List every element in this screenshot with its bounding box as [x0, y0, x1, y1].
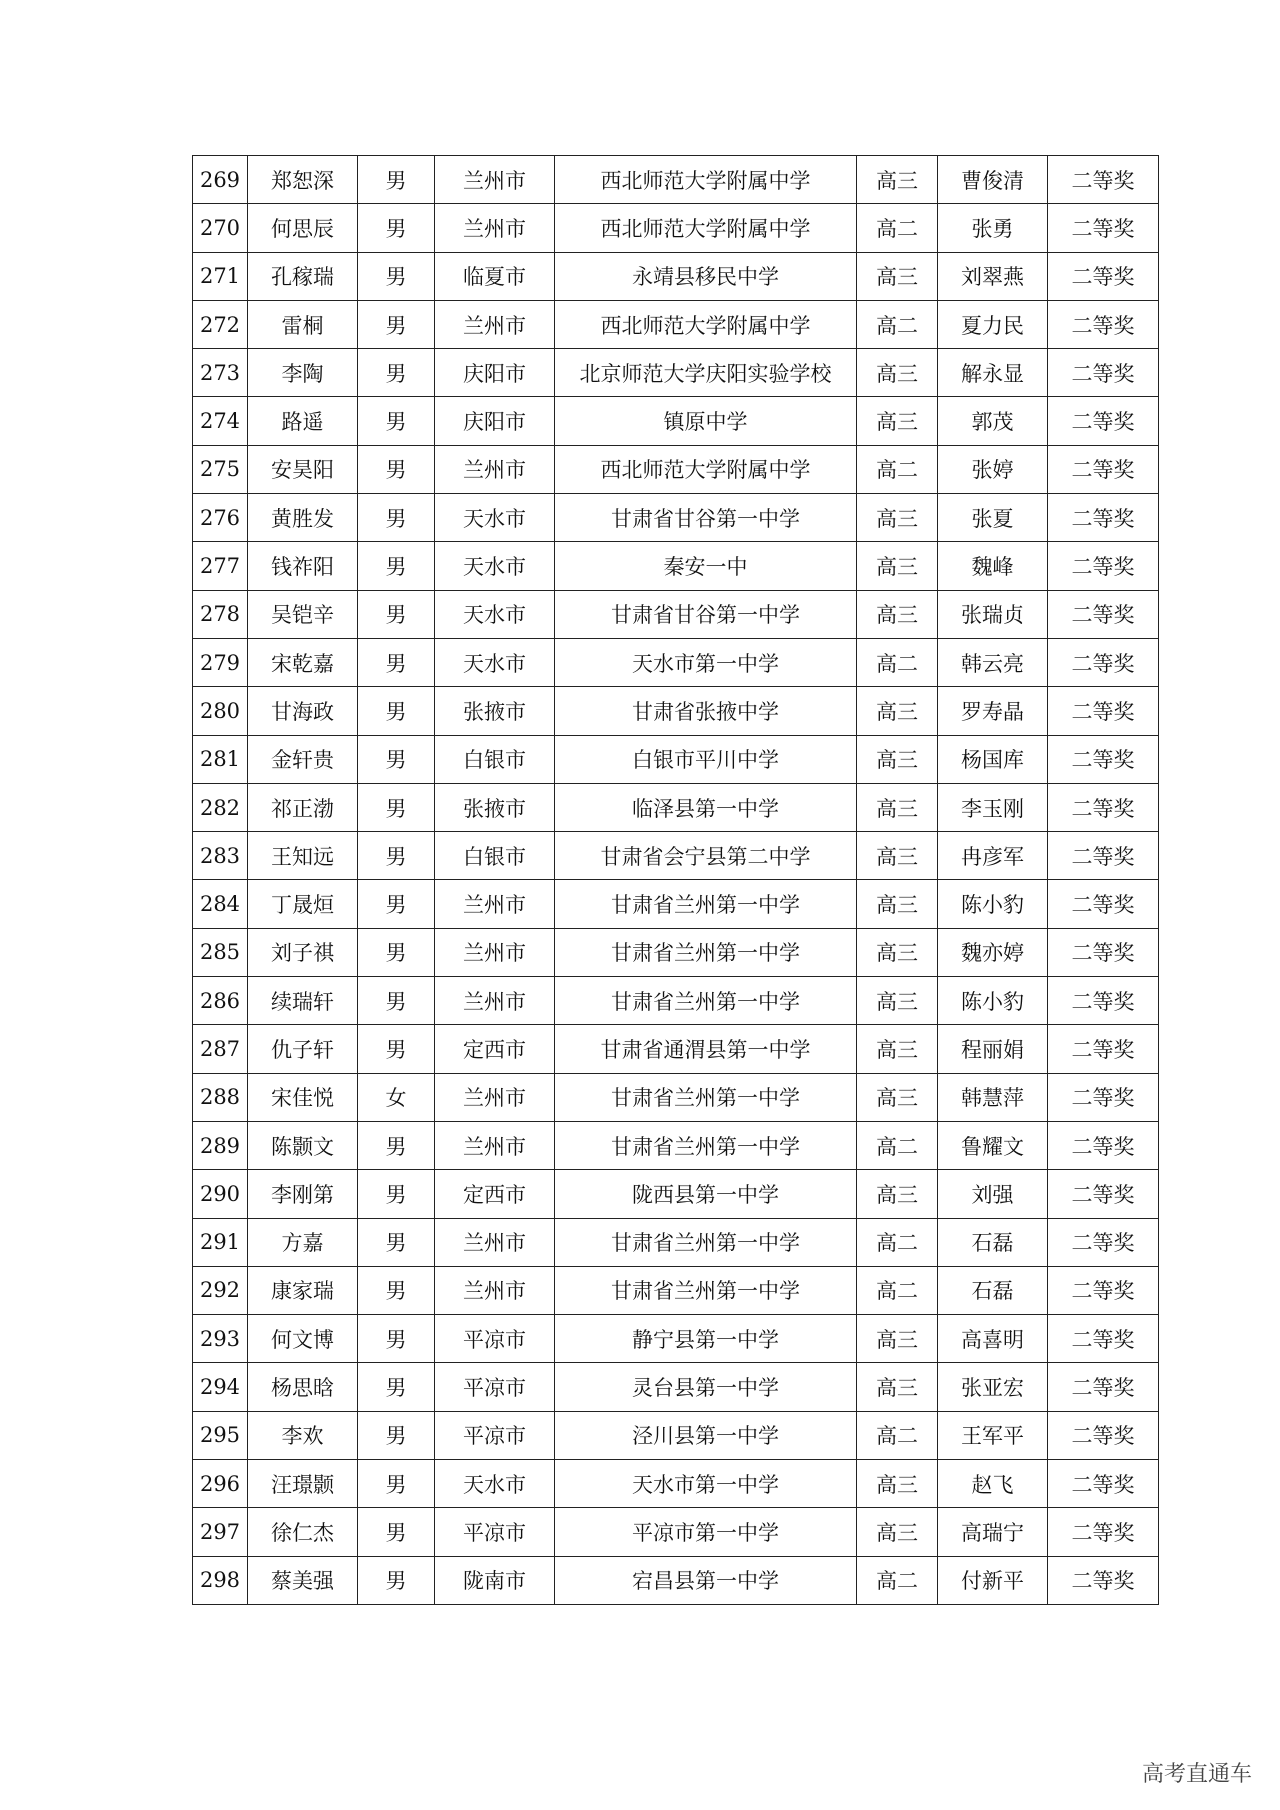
student-name-cell: 汪璟颢 — [248, 1460, 358, 1508]
teacher-cell: 曹俊清 — [938, 156, 1048, 204]
awards-table — [192, 155, 1159, 1605]
city-cell: 临夏市 — [435, 252, 555, 300]
school-cell: 秦安一中 — [555, 542, 857, 590]
school-cell: 天水市第一中学 — [555, 638, 857, 686]
teacher-cell: 张勇 — [938, 204, 1048, 252]
gender-cell: 男 — [358, 300, 435, 348]
table-row — [193, 832, 1159, 880]
award-cell: 二等奖 — [1048, 1121, 1159, 1169]
gender-cell: 男 — [358, 252, 435, 300]
award-cell: 二等奖 — [1048, 1266, 1159, 1314]
school-cell: 宕昌县第一中学 — [555, 1556, 857, 1604]
award-cell: 二等奖 — [1048, 1508, 1159, 1556]
row-number-cell: 276 — [193, 494, 248, 542]
table-row — [193, 1266, 1159, 1314]
student-name-cell: 雷桐 — [248, 300, 358, 348]
gender-cell: 女 — [358, 1073, 435, 1121]
city-cell: 张掖市 — [435, 783, 555, 831]
award-cell: 二等奖 — [1048, 1218, 1159, 1266]
school-cell: 北京师范大学庆阳实验学校 — [555, 349, 857, 397]
city-cell: 平凉市 — [435, 1508, 555, 1556]
teacher-cell: 赵飞 — [938, 1460, 1048, 1508]
teacher-cell: 陈小豹 — [938, 977, 1048, 1025]
grade-cell: 高三 — [857, 1363, 938, 1411]
teacher-cell: 程丽娟 — [938, 1025, 1048, 1073]
teacher-cell: 张亚宏 — [938, 1363, 1048, 1411]
row-number-cell: 273 — [193, 349, 248, 397]
school-cell: 甘肃省兰州第一中学 — [555, 977, 857, 1025]
award-cell: 二等奖 — [1048, 735, 1159, 783]
student-name-cell: 蔡美强 — [248, 1556, 358, 1604]
table-row — [193, 928, 1159, 976]
grade-cell: 高二 — [857, 204, 938, 252]
row-number-cell: 291 — [193, 1218, 248, 1266]
grade-cell: 高三 — [857, 590, 938, 638]
student-name-cell: 杨思晗 — [248, 1363, 358, 1411]
teacher-cell: 魏亦婷 — [938, 928, 1048, 976]
city-cell: 定西市 — [435, 1025, 555, 1073]
city-cell: 天水市 — [435, 590, 555, 638]
gender-cell: 男 — [358, 445, 435, 493]
teacher-cell: 高喜明 — [938, 1315, 1048, 1363]
row-number-cell: 272 — [193, 300, 248, 348]
gender-cell: 男 — [358, 977, 435, 1025]
school-cell: 西北师范大学附属中学 — [555, 204, 857, 252]
award-cell: 二等奖 — [1048, 928, 1159, 976]
school-cell: 永靖县移民中学 — [555, 252, 857, 300]
school-cell: 甘肃省甘谷第一中学 — [555, 590, 857, 638]
teacher-cell: 张夏 — [938, 494, 1048, 542]
award-cell: 二等奖 — [1048, 977, 1159, 1025]
table-row — [193, 1121, 1159, 1169]
teacher-cell: 罗寿晶 — [938, 687, 1048, 735]
teacher-cell: 解永显 — [938, 349, 1048, 397]
student-name-cell: 李欢 — [248, 1411, 358, 1459]
city-cell: 兰州市 — [435, 300, 555, 348]
student-name-cell: 徐仁杰 — [248, 1508, 358, 1556]
school-cell: 甘肃省通渭县第一中学 — [555, 1025, 857, 1073]
student-name-cell: 丁晟烜 — [248, 880, 358, 928]
gender-cell: 男 — [358, 928, 435, 976]
award-cell: 二等奖 — [1048, 445, 1159, 493]
student-name-cell: 李刚第 — [248, 1170, 358, 1218]
teacher-cell: 魏峰 — [938, 542, 1048, 590]
row-number-cell: 278 — [193, 590, 248, 638]
row-number-cell: 294 — [193, 1363, 248, 1411]
grade-cell: 高三 — [857, 977, 938, 1025]
city-cell: 天水市 — [435, 638, 555, 686]
table-row — [193, 397, 1159, 445]
table-row — [193, 735, 1159, 783]
row-number-cell: 269 — [193, 156, 248, 204]
school-cell: 镇原中学 — [555, 397, 857, 445]
table-row — [193, 349, 1159, 397]
grade-cell: 高三 — [857, 832, 938, 880]
table-row — [193, 300, 1159, 348]
gender-cell: 男 — [358, 590, 435, 638]
row-number-cell: 284 — [193, 880, 248, 928]
gender-cell: 男 — [358, 1315, 435, 1363]
student-name-cell: 祁正渤 — [248, 783, 358, 831]
teacher-cell: 石磊 — [938, 1218, 1048, 1266]
teacher-cell: 付新平 — [938, 1556, 1048, 1604]
grade-cell: 高三 — [857, 1025, 938, 1073]
city-cell: 兰州市 — [435, 204, 555, 252]
city-cell: 定西市 — [435, 1170, 555, 1218]
row-number-cell: 277 — [193, 542, 248, 590]
grade-cell: 高二 — [857, 1218, 938, 1266]
table-row — [193, 542, 1159, 590]
award-cell: 二等奖 — [1048, 1411, 1159, 1459]
award-cell: 二等奖 — [1048, 783, 1159, 831]
award-cell: 二等奖 — [1048, 687, 1159, 735]
teacher-cell: 杨国库 — [938, 735, 1048, 783]
gender-cell: 男 — [358, 735, 435, 783]
teacher-cell: 张婷 — [938, 445, 1048, 493]
table-row — [193, 783, 1159, 831]
city-cell: 兰州市 — [435, 1218, 555, 1266]
school-cell: 西北师范大学附属中学 — [555, 156, 857, 204]
row-number-cell: 270 — [193, 204, 248, 252]
teacher-cell: 冉彦军 — [938, 832, 1048, 880]
award-cell: 二等奖 — [1048, 590, 1159, 638]
table-row — [193, 445, 1159, 493]
grade-cell: 高二 — [857, 1411, 938, 1459]
row-number-cell: 297 — [193, 1508, 248, 1556]
student-name-cell: 黄胜发 — [248, 494, 358, 542]
gender-cell: 男 — [358, 1025, 435, 1073]
city-cell: 白银市 — [435, 735, 555, 783]
city-cell: 庆阳市 — [435, 349, 555, 397]
watermark-text: 高考直通车 — [1141, 1762, 1252, 1787]
award-cell: 二等奖 — [1048, 1025, 1159, 1073]
city-cell: 平凉市 — [435, 1315, 555, 1363]
teacher-cell: 张瑞贞 — [938, 590, 1048, 638]
school-cell: 静宁县第一中学 — [555, 1315, 857, 1363]
city-cell: 兰州市 — [435, 1266, 555, 1314]
award-cell: 二等奖 — [1048, 349, 1159, 397]
table-row — [193, 1170, 1159, 1218]
teacher-cell: 韩云亮 — [938, 638, 1048, 686]
gender-cell: 男 — [358, 349, 435, 397]
teacher-cell: 刘强 — [938, 1170, 1048, 1218]
table-row — [193, 1073, 1159, 1121]
school-cell: 白银市平川中学 — [555, 735, 857, 783]
city-cell: 天水市 — [435, 542, 555, 590]
row-number-cell: 275 — [193, 445, 248, 493]
table-row — [193, 1460, 1159, 1508]
award-cell: 二等奖 — [1048, 832, 1159, 880]
award-cell: 二等奖 — [1048, 1073, 1159, 1121]
gender-cell: 男 — [358, 832, 435, 880]
student-name-cell: 甘海政 — [248, 687, 358, 735]
gender-cell: 男 — [358, 1460, 435, 1508]
table-row — [193, 1025, 1159, 1073]
grade-cell: 高三 — [857, 156, 938, 204]
teacher-cell: 王军平 — [938, 1411, 1048, 1459]
city-cell: 张掖市 — [435, 687, 555, 735]
grade-cell: 高三 — [857, 928, 938, 976]
row-number-cell: 292 — [193, 1266, 248, 1314]
city-cell: 陇南市 — [435, 1556, 555, 1604]
gender-cell: 男 — [358, 1266, 435, 1314]
student-name-cell: 安昊阳 — [248, 445, 358, 493]
table-row — [193, 880, 1159, 928]
student-name-cell: 康家瑞 — [248, 1266, 358, 1314]
grade-cell: 高三 — [857, 494, 938, 542]
grade-cell: 高三 — [857, 1315, 938, 1363]
city-cell: 兰州市 — [435, 928, 555, 976]
award-cell: 二等奖 — [1048, 638, 1159, 686]
gender-cell: 男 — [358, 204, 435, 252]
award-cell: 二等奖 — [1048, 880, 1159, 928]
grade-cell: 高三 — [857, 880, 938, 928]
gender-cell: 男 — [358, 1170, 435, 1218]
teacher-cell: 郭茂 — [938, 397, 1048, 445]
grade-cell: 高三 — [857, 1508, 938, 1556]
grade-cell: 高三 — [857, 1460, 938, 1508]
student-name-cell: 方嘉 — [248, 1218, 358, 1266]
school-cell: 西北师范大学附属中学 — [555, 445, 857, 493]
award-cell: 二等奖 — [1048, 1460, 1159, 1508]
teacher-cell: 夏力民 — [938, 300, 1048, 348]
grade-cell: 高三 — [857, 687, 938, 735]
row-number-cell: 290 — [193, 1170, 248, 1218]
school-cell: 甘肃省甘谷第一中学 — [555, 494, 857, 542]
table-row — [193, 494, 1159, 542]
student-name-cell: 仇子轩 — [248, 1025, 358, 1073]
school-cell: 西北师范大学附属中学 — [555, 300, 857, 348]
award-cell: 二等奖 — [1048, 1170, 1159, 1218]
table-row — [193, 590, 1159, 638]
row-number-cell: 298 — [193, 1556, 248, 1604]
gender-cell: 男 — [358, 783, 435, 831]
award-cell: 二等奖 — [1048, 1315, 1159, 1363]
grade-cell: 高二 — [857, 445, 938, 493]
gender-cell: 男 — [358, 1411, 435, 1459]
row-number-cell: 289 — [193, 1121, 248, 1169]
grade-cell: 高二 — [857, 1266, 938, 1314]
school-cell: 灵台县第一中学 — [555, 1363, 857, 1411]
school-cell: 天水市第一中学 — [555, 1460, 857, 1508]
table-row — [193, 204, 1159, 252]
table-row — [193, 977, 1159, 1025]
school-cell: 甘肃省兰州第一中学 — [555, 928, 857, 976]
gender-cell: 男 — [358, 1556, 435, 1604]
student-name-cell: 陈颢文 — [248, 1121, 358, 1169]
school-cell: 陇西县第一中学 — [555, 1170, 857, 1218]
city-cell: 兰州市 — [435, 977, 555, 1025]
student-name-cell: 刘子祺 — [248, 928, 358, 976]
grade-cell: 高三 — [857, 735, 938, 783]
city-cell: 兰州市 — [435, 1121, 555, 1169]
grade-cell: 高二 — [857, 1121, 938, 1169]
grade-cell: 高二 — [857, 300, 938, 348]
student-name-cell: 续瑞轩 — [248, 977, 358, 1025]
table-row — [193, 1218, 1159, 1266]
student-name-cell: 金轩贵 — [248, 735, 358, 783]
award-cell: 二等奖 — [1048, 494, 1159, 542]
award-cell: 二等奖 — [1048, 156, 1159, 204]
row-number-cell: 282 — [193, 783, 248, 831]
gender-cell: 男 — [358, 687, 435, 735]
school-cell: 甘肃省张掖中学 — [555, 687, 857, 735]
student-name-cell: 何文博 — [248, 1315, 358, 1363]
gender-cell: 男 — [358, 1121, 435, 1169]
student-name-cell: 宋佳悦 — [248, 1073, 358, 1121]
student-name-cell: 钱祚阳 — [248, 542, 358, 590]
table-row — [193, 1411, 1159, 1459]
city-cell: 兰州市 — [435, 880, 555, 928]
row-number-cell: 280 — [193, 687, 248, 735]
row-number-cell: 271 — [193, 252, 248, 300]
school-cell: 泾川县第一中学 — [555, 1411, 857, 1459]
grade-cell: 高三 — [857, 252, 938, 300]
award-cell: 二等奖 — [1048, 542, 1159, 590]
school-cell: 甘肃省兰州第一中学 — [555, 1266, 857, 1314]
table-row — [193, 252, 1159, 300]
teacher-cell: 刘翠燕 — [938, 252, 1048, 300]
city-cell: 平凉市 — [435, 1363, 555, 1411]
gender-cell: 男 — [358, 1363, 435, 1411]
row-number-cell: 281 — [193, 735, 248, 783]
gender-cell: 男 — [358, 156, 435, 204]
teacher-cell: 韩慧萍 — [938, 1073, 1048, 1121]
gender-cell: 男 — [358, 542, 435, 590]
grade-cell: 高三 — [857, 542, 938, 590]
grade-cell: 高二 — [857, 1556, 938, 1604]
school-cell: 甘肃省兰州第一中学 — [555, 1073, 857, 1121]
grade-cell: 高三 — [857, 1170, 938, 1218]
row-number-cell: 295 — [193, 1411, 248, 1459]
city-cell: 兰州市 — [435, 1073, 555, 1121]
table-row — [193, 1315, 1159, 1363]
grade-cell: 高三 — [857, 349, 938, 397]
award-cell: 二等奖 — [1048, 397, 1159, 445]
table-row — [193, 638, 1159, 686]
teacher-cell: 石磊 — [938, 1266, 1048, 1314]
row-number-cell: 293 — [193, 1315, 248, 1363]
table-row — [193, 687, 1159, 735]
row-number-cell: 279 — [193, 638, 248, 686]
school-cell: 甘肃省兰州第一中学 — [555, 1218, 857, 1266]
row-number-cell: 287 — [193, 1025, 248, 1073]
row-number-cell: 286 — [193, 977, 248, 1025]
award-cell: 二等奖 — [1048, 252, 1159, 300]
city-cell: 兰州市 — [435, 445, 555, 493]
teacher-cell: 陈小豹 — [938, 880, 1048, 928]
grade-cell: 高二 — [857, 638, 938, 686]
city-cell: 庆阳市 — [435, 397, 555, 445]
award-cell: 二等奖 — [1048, 300, 1159, 348]
row-number-cell: 288 — [193, 1073, 248, 1121]
city-cell: 天水市 — [435, 494, 555, 542]
school-cell: 甘肃省兰州第一中学 — [555, 1121, 857, 1169]
grade-cell: 高三 — [857, 1073, 938, 1121]
table-body — [193, 156, 1159, 1605]
student-name-cell: 孔稼瑞 — [248, 252, 358, 300]
gender-cell: 男 — [358, 638, 435, 686]
student-name-cell: 何思辰 — [248, 204, 358, 252]
teacher-cell: 高瑞宁 — [938, 1508, 1048, 1556]
award-cell: 二等奖 — [1048, 1556, 1159, 1604]
row-number-cell: 296 — [193, 1460, 248, 1508]
gender-cell: 男 — [358, 1508, 435, 1556]
school-cell: 甘肃省兰州第一中学 — [555, 880, 857, 928]
award-cell: 二等奖 — [1048, 1363, 1159, 1411]
school-cell: 甘肃省会宁县第二中学 — [555, 832, 857, 880]
city-cell: 天水市 — [435, 1460, 555, 1508]
student-name-cell: 李陶 — [248, 349, 358, 397]
table-row — [193, 156, 1159, 204]
row-number-cell: 285 — [193, 928, 248, 976]
grade-cell: 高三 — [857, 397, 938, 445]
school-cell: 临泽县第一中学 — [555, 783, 857, 831]
city-cell: 平凉市 — [435, 1411, 555, 1459]
row-number-cell: 283 — [193, 832, 248, 880]
city-cell: 兰州市 — [435, 156, 555, 204]
student-name-cell: 吴铠辛 — [248, 590, 358, 638]
gender-cell: 男 — [358, 880, 435, 928]
gender-cell: 男 — [358, 494, 435, 542]
grade-cell: 高三 — [857, 783, 938, 831]
table-row — [193, 1556, 1159, 1604]
school-cell: 平凉市第一中学 — [555, 1508, 857, 1556]
student-name-cell: 王知远 — [248, 832, 358, 880]
table-row — [193, 1363, 1159, 1411]
gender-cell: 男 — [358, 1218, 435, 1266]
gender-cell: 男 — [358, 397, 435, 445]
award-cell: 二等奖 — [1048, 204, 1159, 252]
teacher-cell: 李玉刚 — [938, 783, 1048, 831]
student-name-cell: 路遥 — [248, 397, 358, 445]
student-name-cell: 宋乾嘉 — [248, 638, 358, 686]
row-number-cell: 274 — [193, 397, 248, 445]
student-name-cell: 郑恕深 — [248, 156, 358, 204]
teacher-cell: 鲁耀文 — [938, 1121, 1048, 1169]
table-row — [193, 1508, 1159, 1556]
city-cell: 白银市 — [435, 832, 555, 880]
